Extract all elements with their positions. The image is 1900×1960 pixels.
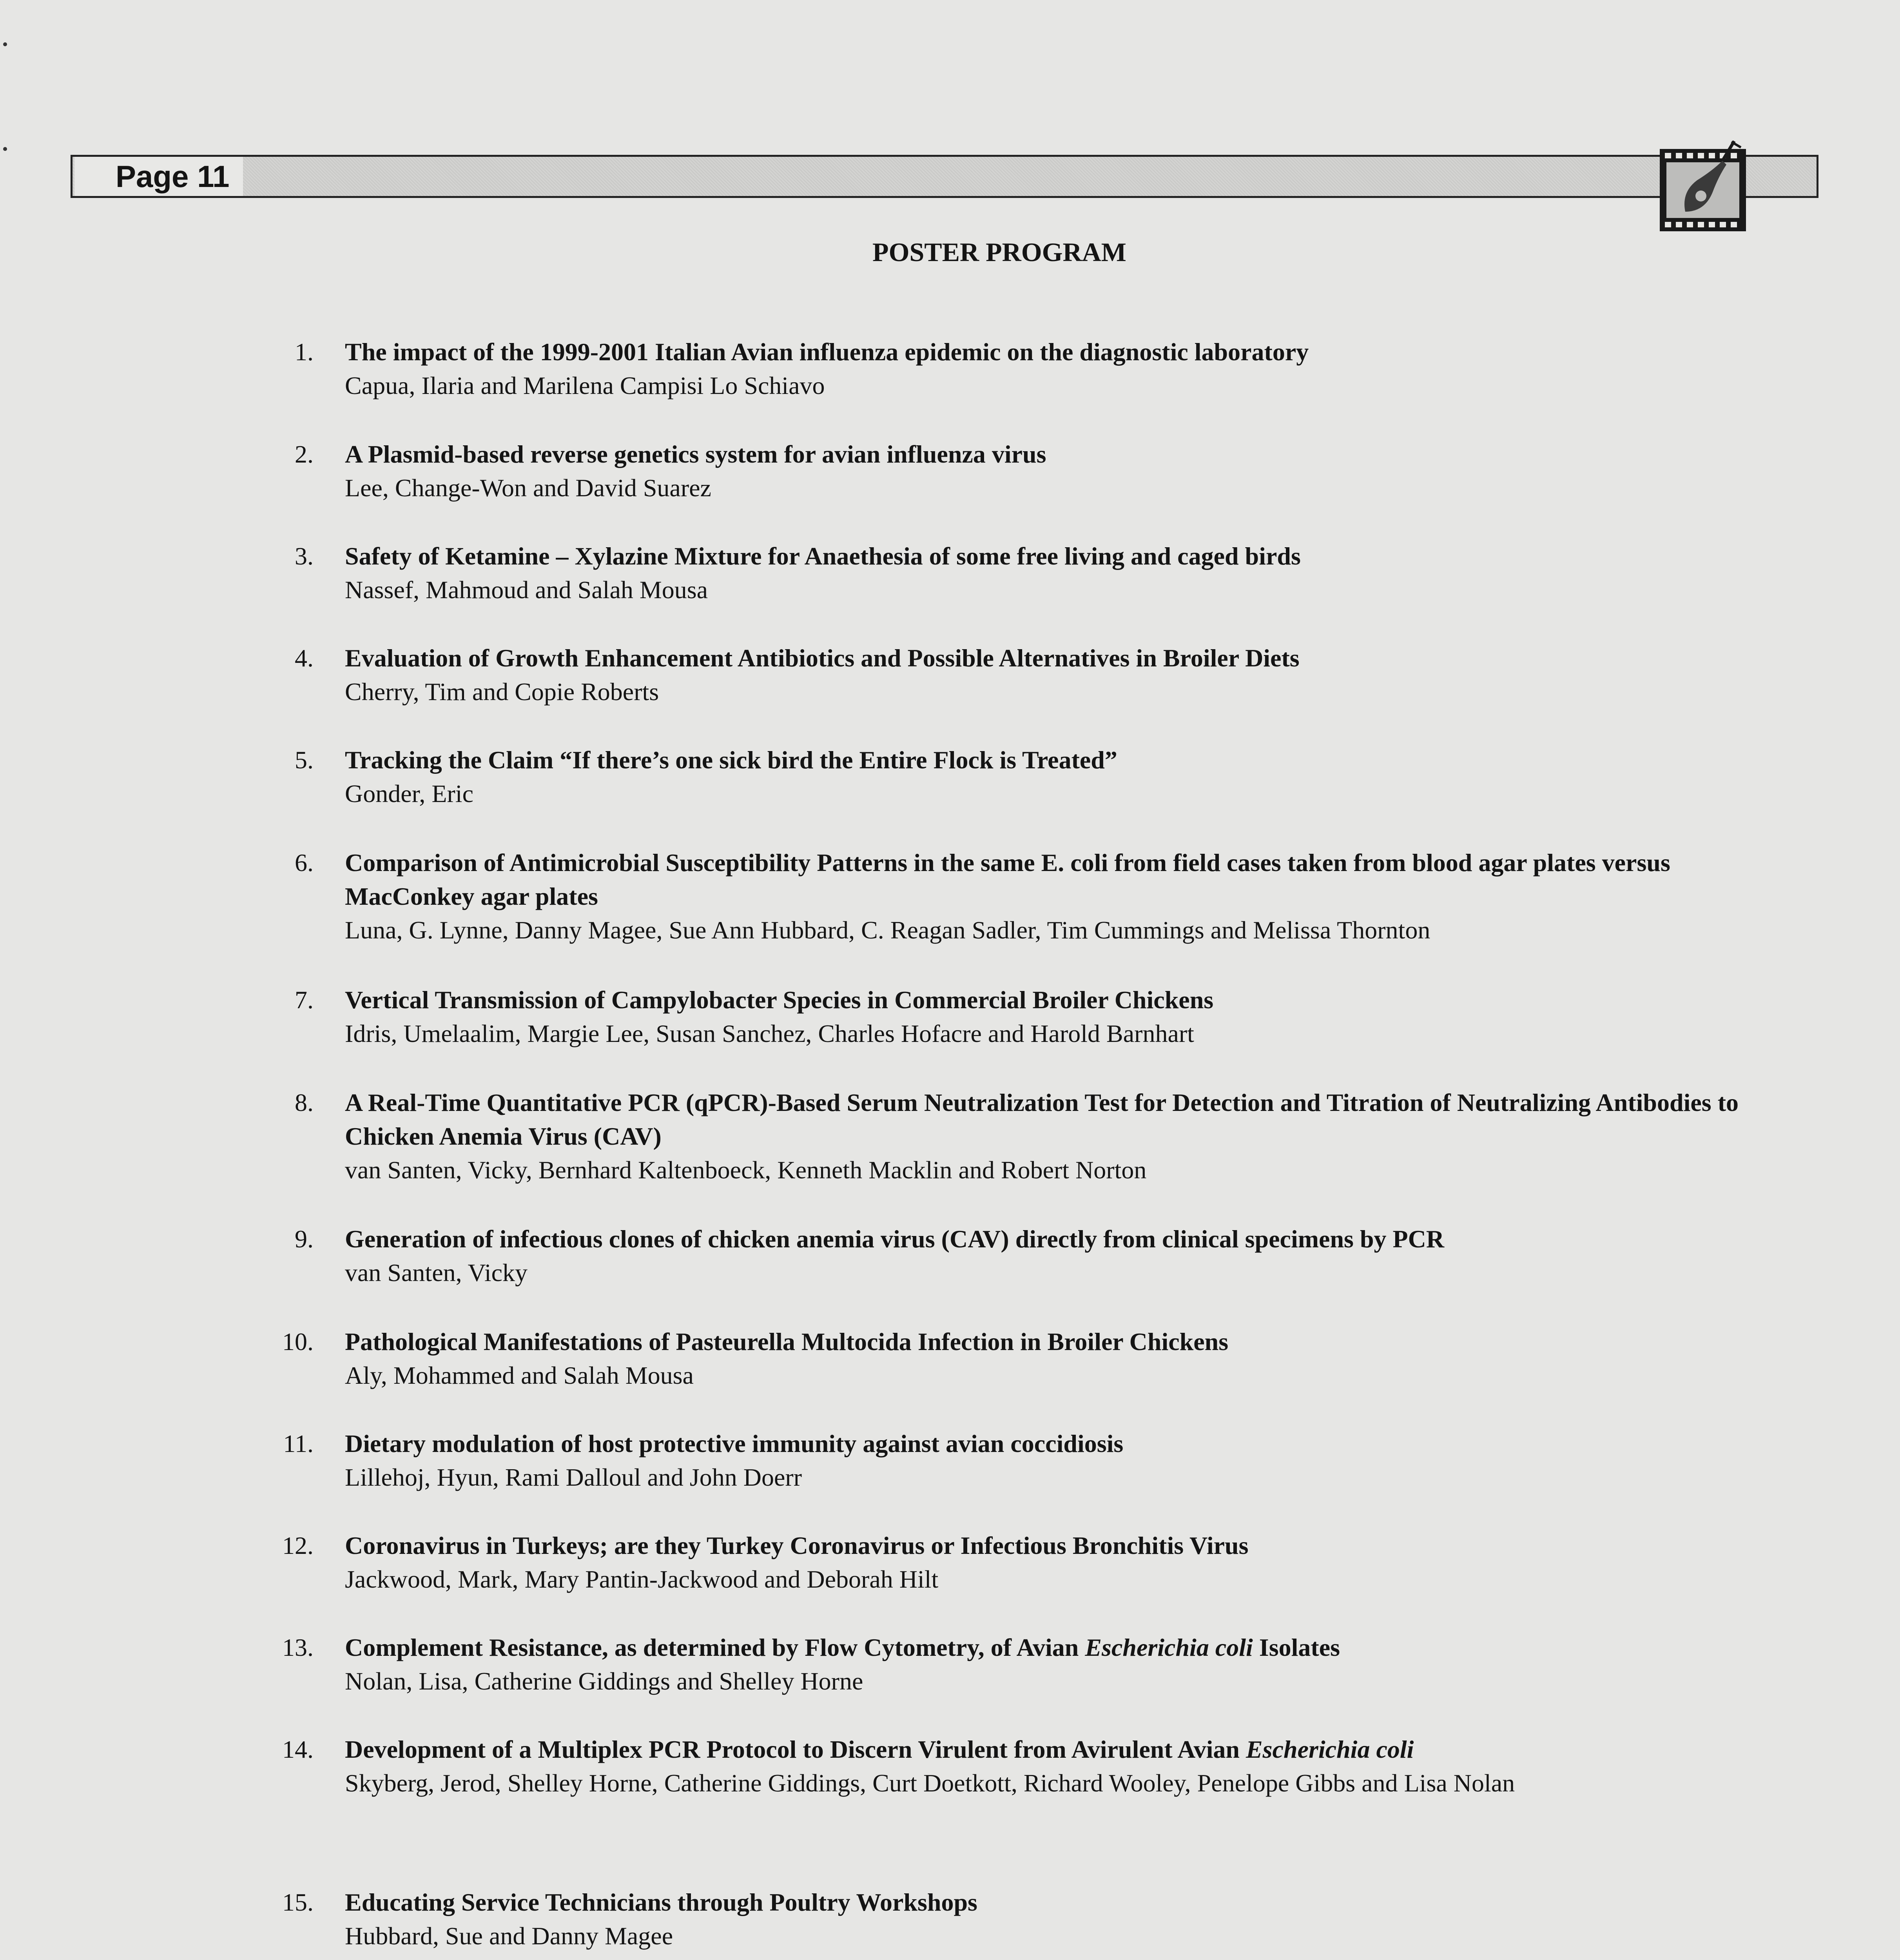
entry-title: Pathological Manifestations of Pasteurella Multocida Infection in Broiler Chickens [345,1328,1229,1356]
entry-authors: Idris, Umelaalim, Margie Lee, Susan Sanchez, Charles Hofacre and Harold Barnhart [345,1020,1194,1047]
entry-title: A Real-Time Quantitative PCR (qPCR)-Based Serum Neutralization Test for Detection and Titration of Neutralizing Antibodies to Chicken Anemia Virus (CAV) [345,1089,1739,1150]
entry-title: A Plasmid-based reverse genetics system for avian influenza virus [345,440,1046,468]
entry-title: Dietary modulation of host protective immunity against avian coccidiosis [345,1430,1124,1457]
entry-title: Generation of infectious clones of chicken anemia virus (CAV) directly from clinical specimens by PCR [345,1225,1445,1253]
entry-number: 2. [295,440,314,468]
entry-number: 7. [295,986,314,1014]
entry-title: Educating Service Technicians through Poultry Workshops [345,1888,977,1916]
entry-title: Vertical Transmission of Campylobacter Species in Commercial Broiler Chickens [345,986,1214,1014]
entry-number: 10. [282,1328,314,1356]
entry-number: 3. [295,542,314,570]
entry-title: Evaluation of Growth Enhancement Antibiotics and Possible Alternatives in Broiler Diets [345,644,1300,672]
entry-number: 12. [282,1532,314,1559]
entry-authors: Luna, G. Lynne, Danny Magee, Sue Ann Hubbard, C. Reagan Sadler, Tim Cummings and Melissa Thornton [345,916,1430,944]
entry-number: 15. [282,1888,314,1916]
entry-number: 8. [295,1089,314,1116]
entry-number: 14. [282,1735,314,1763]
entry-number: 11. [283,1430,314,1457]
entry-number: 1. [295,338,314,366]
entry-authors: Skyberg, Jerod, Shelley Horne, Catherine Giddings, Curt Doetkott, Richard Wooley, Penelope Gibbs and Lisa Nolan [345,1769,1515,1797]
entry-title: Complement Resistance, as determined by Flow Cytometry, of Avian Escherichia coli Isolates [345,1633,1340,1661]
entry-number: 9. [295,1225,314,1253]
entry-number: 4. [295,644,314,672]
entry-authors: Aly, Mohammed and Salah Mousa [345,1361,694,1389]
entry-authors: Lee, Change-Won and David Suarez [345,474,711,502]
entry-authors: Capua, Ilaria and Marilena Campisi Lo Schiavo [345,372,825,399]
entry-authors: Nolan, Lisa, Catherine Giddings and Shelley Horne [345,1667,863,1695]
entry-authors: van Santen, Vicky, Bernhard Kaltenboeck, Kenneth Macklin and Robert Norton [345,1156,1147,1184]
entry-authors: van Santen, Vicky [345,1259,528,1287]
entry-authors: Cherry, Tim and Copie Roberts [345,678,659,706]
entry-authors: Jackwood, Mark, Mary Pantin-Jackwood and Deborah Hilt [345,1565,939,1593]
entry-authors: Gonder, Eric [345,780,473,808]
entry-number: 13. [282,1633,314,1661]
entry-title: The impact of the 1999-2001 Italian Avian influenza epidemic on the diagnostic laboratory [345,338,1309,366]
entry-authors: Lillehoj, Hyun, Rami Dalloul and John Doerr [345,1463,802,1491]
entry-title: Safety of Ketamine – Xylazine Mixture for Anaethesia of some free living and caged birds [345,542,1301,570]
page-number-label: Page 11 [74,157,243,196]
entry-title: Coronavirus in Turkeys; are they Turkey Coronavirus or Infectious Bronchitis Virus [345,1532,1249,1559]
entry-number: 5. [295,746,314,774]
entry-authors: Hubbard, Sue and Danny Magee [345,1922,673,1950]
entry-title: Comparison of Antimicrobial Susceptibility Patterns in the same E. coli from field cases taken from blood agar plates versus MacConkey agar plates [345,849,1670,910]
entry-authors: Nassef, Mahmoud and Salah Mousa [345,576,708,604]
entry-title: Tracking the Claim “If there’s one sick bird the Entire Flock is Treated” [345,746,1117,774]
page-title: POSTER PROGRAM [872,237,1126,267]
entry-number: 6. [295,849,314,877]
entry-title: Development of a Multiplex PCR Protocol to Discern Virulent from Avirulent Avian Escherichia coli [345,1735,1414,1763]
